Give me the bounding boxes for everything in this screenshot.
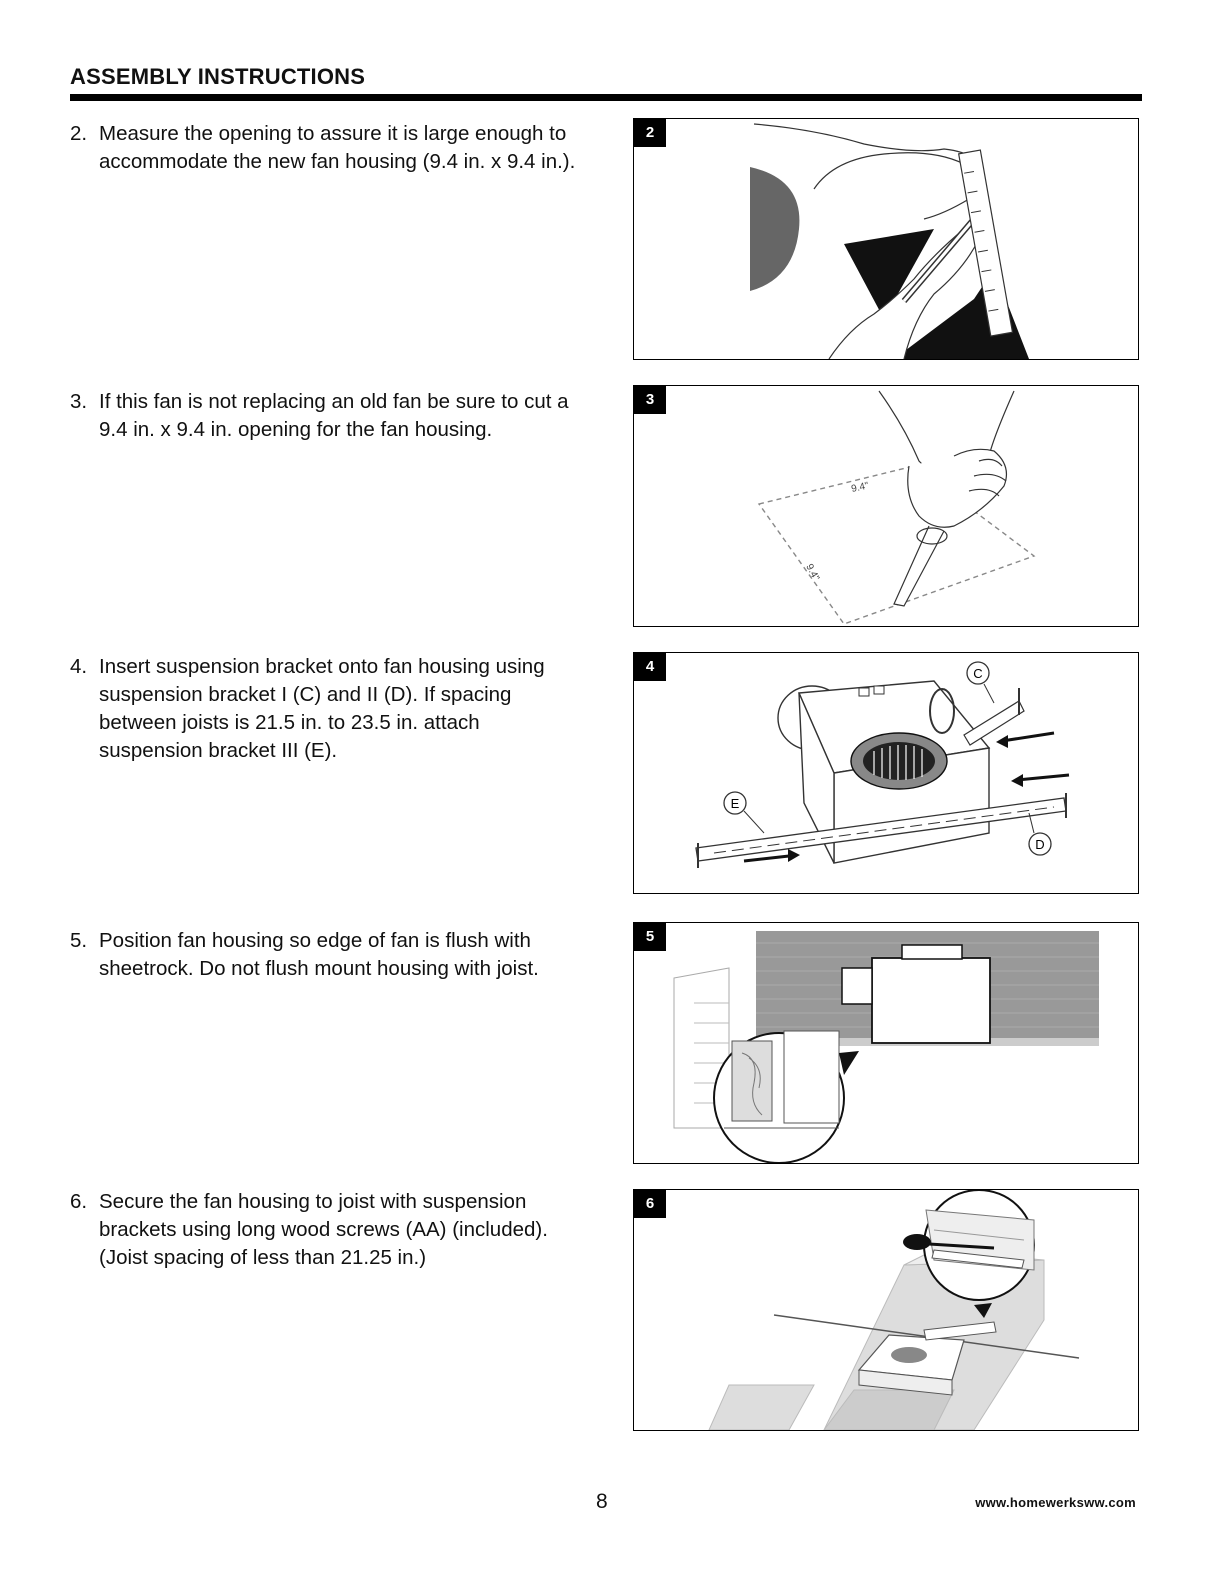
step-number: 2.	[70, 122, 88, 145]
callout-label: E	[730, 796, 740, 811]
website-url: www.homewerksww.com	[975, 1495, 1136, 1510]
figure-3	[633, 385, 1139, 627]
step-body: Secure the fan housing to joist with suspension brackets using long wood screws (AA) (included). (Joist spacing of less than 21.25 in.)	[99, 1190, 548, 1269]
dimension-label: 9.4"	[850, 480, 870, 495]
step-body: If this fan is not replacing an old fan be sure to cut a 9.4 in. x 9.4 in. opening for the fan housing.	[99, 390, 569, 441]
step-3-text	[70, 388, 585, 444]
step-number: 5.	[70, 929, 88, 952]
bracket-assembly-illustration	[634, 653, 1138, 893]
position-housing-illustration	[634, 923, 1138, 1163]
page-number: 8	[596, 1490, 608, 1513]
step-2-text	[70, 120, 585, 176]
step-body: Position fan housing so edge of fan is flush with sheetrock. Do not flush mount housing with joist.	[99, 929, 539, 980]
page-title: ASSEMBLY INSTRUCTIONS	[70, 64, 366, 89]
dimension-label: 9.4"	[803, 562, 822, 583]
figure-2	[633, 118, 1139, 360]
figure-5	[633, 922, 1139, 1164]
step-6-text	[70, 1188, 585, 1272]
step-number: 4.	[70, 655, 88, 678]
figure-number-badge: 4	[634, 653, 666, 681]
step-number: 6.	[70, 1190, 88, 1213]
figure-6	[633, 1189, 1139, 1431]
callout-label: C	[973, 666, 983, 681]
step-body: Measure the opening to assure it is large enough to accommodate the new fan housing (9.4 in. x 9.4 in.).	[99, 122, 576, 173]
secure-housing-illustration	[634, 1190, 1138, 1430]
figure-number-badge: 6	[634, 1190, 666, 1218]
callout-label: D	[1035, 837, 1045, 852]
figure-4	[633, 652, 1139, 894]
step-4-text	[70, 653, 585, 765]
step-5-text	[70, 927, 585, 983]
step-body: Insert suspension bracket onto fan housing using suspension bracket I (C) and II (D). If spacing between joists is 21.5 in. to 23.5 in. attach suspension bracket III (E).	[99, 655, 545, 762]
step-number: 3.	[70, 390, 88, 413]
measure-opening-illustration	[634, 119, 1138, 359]
title-rule	[70, 94, 1142, 101]
figure-number-badge: 5	[634, 923, 666, 951]
figure-number-badge: 2	[634, 119, 666, 147]
cut-opening-illustration	[634, 386, 1138, 626]
figure-number-badge: 3	[634, 386, 666, 414]
